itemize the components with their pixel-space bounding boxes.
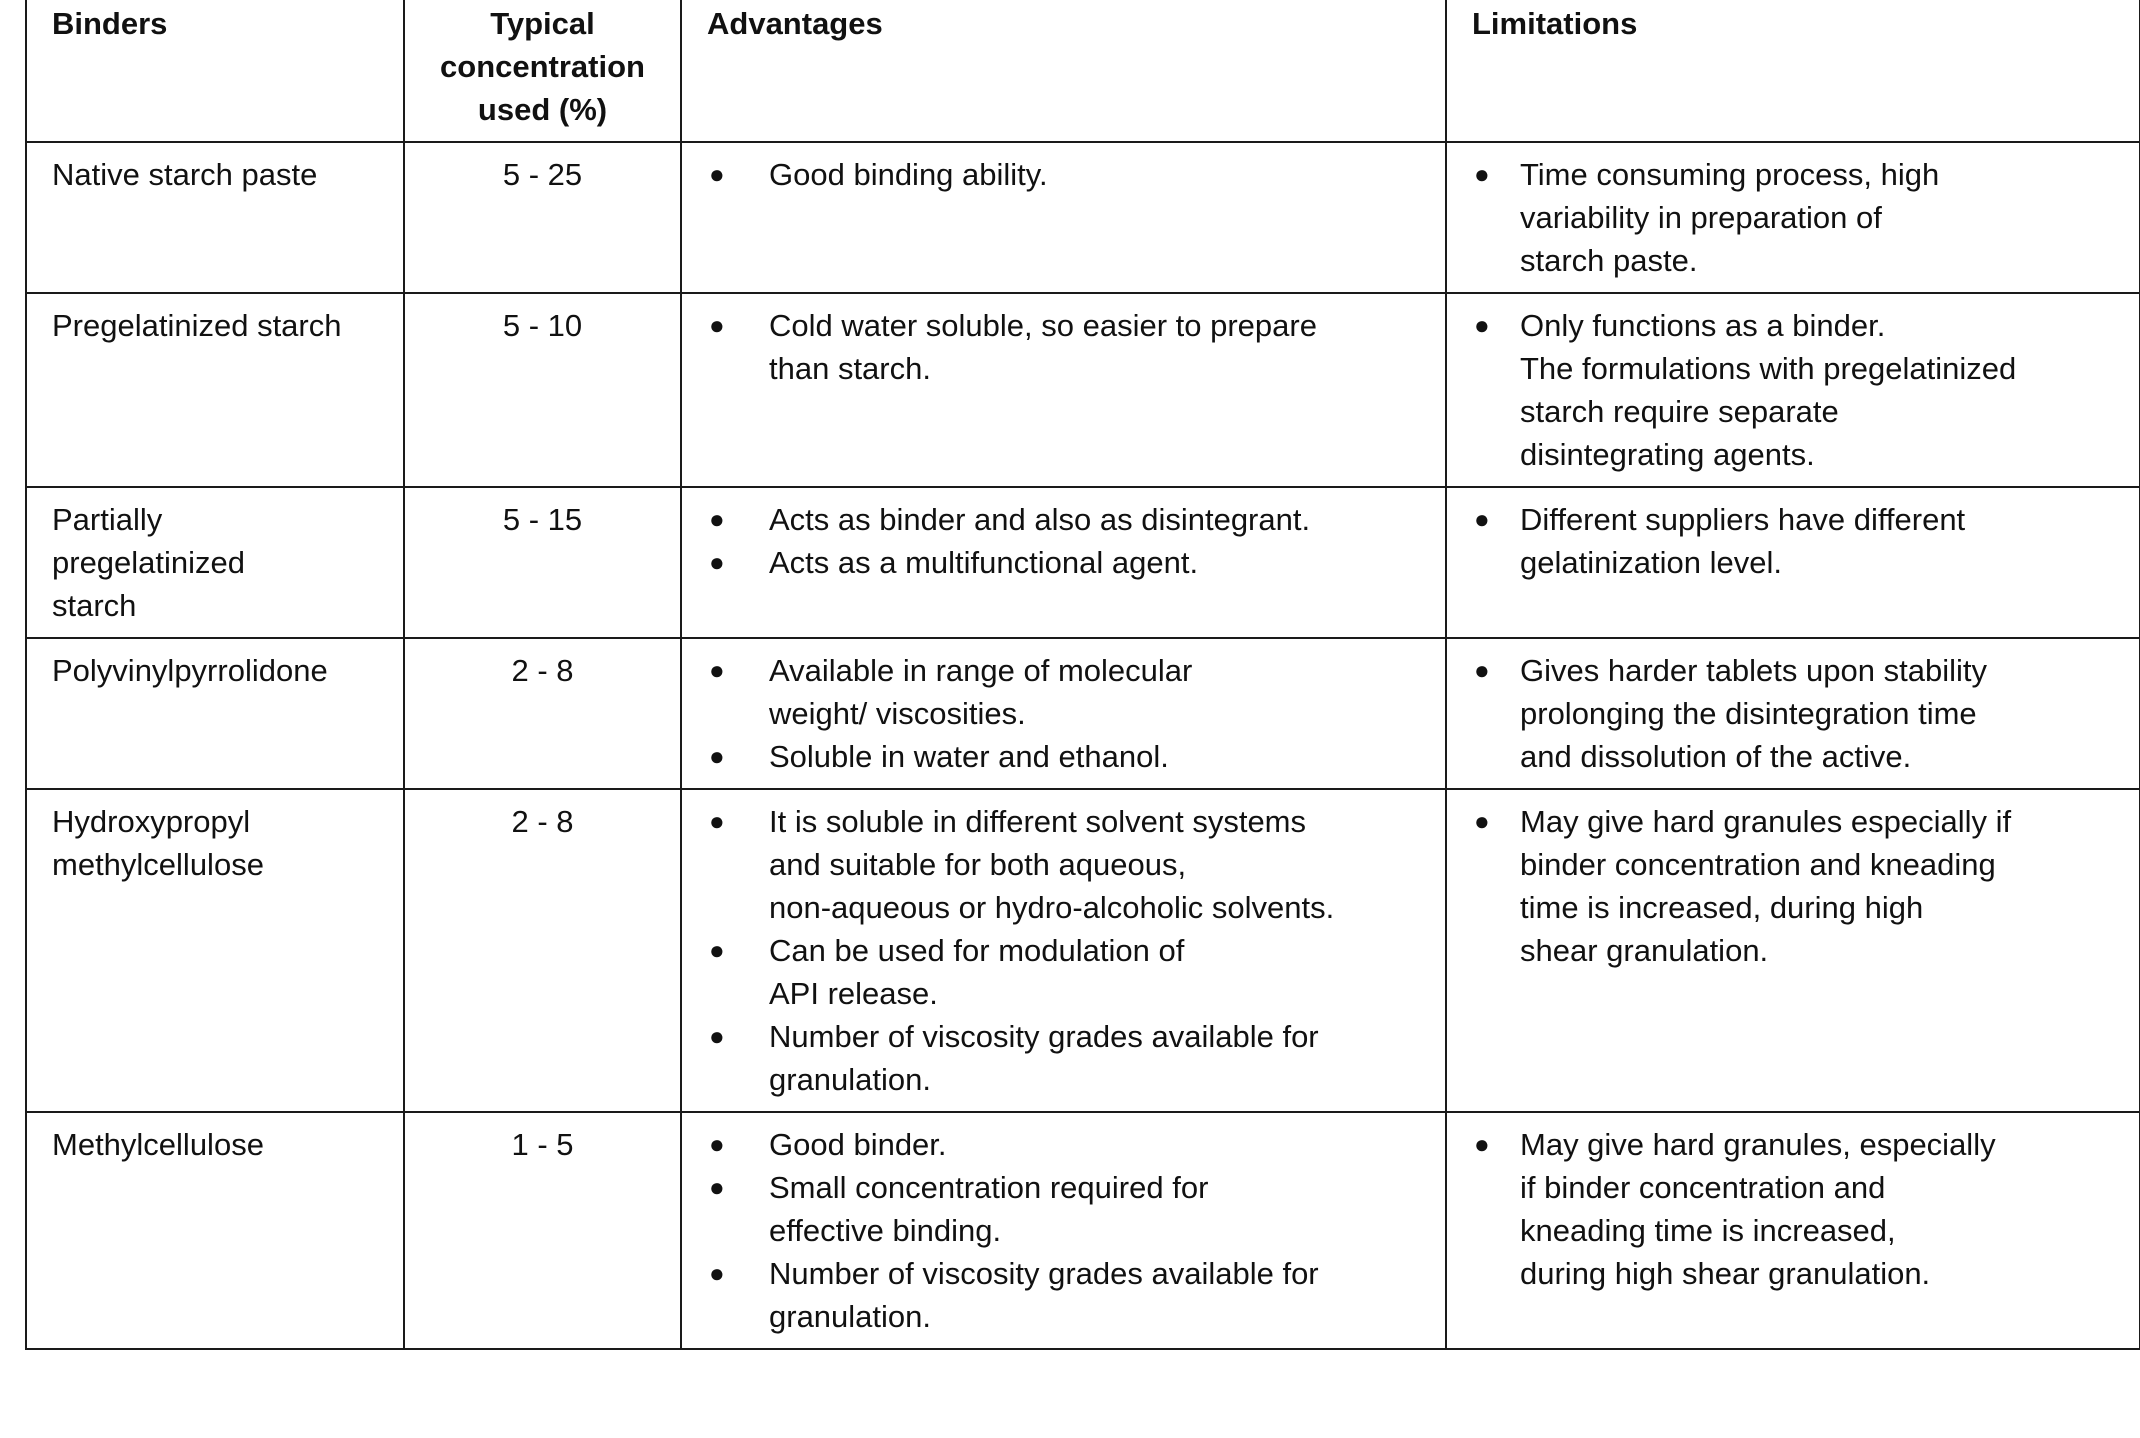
bullet-icon: ●: [1474, 310, 1490, 340]
advantages-cell-list: [707, 304, 1420, 390]
binder-cell: [26, 487, 404, 638]
limitation-item: [1472, 304, 2114, 476]
bullet-icon: ●: [709, 547, 725, 577]
limitation-item-text: Different suppliers have different gelatinization level.: [1520, 502, 1966, 580]
limitations-cell: [1446, 487, 2140, 638]
limitation-item: [1472, 498, 2114, 584]
limitation-item: [1472, 1123, 2114, 1295]
advantage-item-text: Cold water soluble, so easier to prepare than starch.: [769, 308, 1317, 386]
limitation-item-text: May give hard granules especially if binder concentration and kneading time is increased, during high shear granulation.: [1520, 804, 2012, 968]
bullet-icon: ●: [1474, 1129, 1490, 1159]
header-concentration: Typical concentration used (%): [404, 0, 681, 142]
bullet-icon: ●: [1474, 504, 1490, 534]
concentration-cell: [404, 1112, 681, 1349]
table-row: [26, 142, 2140, 293]
advantages-cell: [681, 487, 1446, 638]
table-row: [26, 293, 2140, 487]
bullet-icon: ●: [709, 1172, 725, 1202]
advantage-item: [707, 304, 1420, 390]
advantage-item-text: Number of viscosity grades available for granulation.: [769, 1019, 1319, 1097]
binder-name: Hydroxypropyl methylcellulose: [52, 804, 264, 882]
concentration-value: 2 - 8: [511, 653, 574, 688]
advantage-item: [707, 153, 1420, 196]
limitation-item: [1472, 153, 2114, 282]
bullet-icon: ●: [1474, 159, 1490, 189]
concentration-value: 5 - 15: [502, 502, 583, 537]
limitation-item-text: May give hard granules, especially if binder concentration and kneading time is increased, during high shear granulation.: [1520, 1127, 1996, 1291]
concentration-value: 1 - 5: [511, 1127, 574, 1162]
concentration-cell: [404, 638, 681, 789]
advantage-item-text: Good binder.: [769, 1127, 947, 1162]
advantage-item: [707, 1166, 1420, 1252]
limitations-cell: [1446, 1112, 2140, 1349]
limitations-cell-list: [1472, 498, 2114, 584]
advantage-item-text: It is soluble in different solvent systems and suitable for both aqueous, non-aqueous or hydro-alcoholic solvents.: [769, 804, 1335, 925]
limitations-cell-list: [1472, 649, 2114, 778]
limitations-cell: [1446, 638, 2140, 789]
limitations-cell-list: [1472, 304, 2114, 476]
limitations-cell: [1446, 789, 2140, 1112]
limitation-item: [1472, 649, 2114, 778]
concentration-value: 5 - 25: [502, 157, 583, 192]
binder-cell: [26, 293, 404, 487]
advantage-item: [707, 649, 1420, 735]
header-advantages: Advantages: [681, 0, 1446, 142]
advantages-cell: [681, 1112, 1446, 1349]
limitation-item-text: Only functions as a binder. The formulations with pregelatinized starch require separate disintegrating agents.: [1520, 308, 2017, 472]
bullet-icon: ●: [709, 1258, 725, 1288]
advantages-cell: [681, 789, 1446, 1112]
limitations-cell-list: [1472, 1123, 2114, 1295]
header-row: [26, 0, 2140, 142]
header-limitations: Limitations: [1446, 0, 2140, 142]
binder-name: Methylcellulose: [52, 1127, 264, 1162]
limitations-cell: [1446, 142, 2140, 293]
bullet-icon: ●: [709, 806, 725, 836]
advantage-item: [707, 1252, 1420, 1338]
bullet-icon: ●: [709, 655, 725, 685]
bullet-icon: ●: [709, 1129, 725, 1159]
advantage-item-text: Available in range of molecular weight/ viscosities.: [769, 653, 1193, 731]
advantages-cell: [681, 638, 1446, 789]
limitation-item-text: Gives harder tablets upon stability prolonging the disintegration time and dissolution of the active.: [1520, 653, 1987, 774]
binder-cell: [26, 638, 404, 789]
advantage-item: [707, 1123, 1420, 1166]
advantage-item: [707, 929, 1420, 1015]
advantage-item-text: Can be used for modulation of API release.: [769, 933, 1185, 1011]
binder-cell: [26, 789, 404, 1112]
limitations-cell-list: [1472, 800, 2114, 972]
advantage-item: [707, 800, 1420, 929]
bullet-icon: ●: [709, 935, 725, 965]
advantages-cell-list: [707, 800, 1420, 1101]
bullet-icon: ●: [1474, 655, 1490, 685]
advantage-item: [707, 541, 1420, 584]
advantages-cell-list: [707, 498, 1420, 584]
header-binders: Binders: [26, 0, 404, 142]
binder-name: Polyvinylpyrrolidone: [52, 653, 328, 688]
advantages-cell: [681, 293, 1446, 487]
limitation-item: [1472, 800, 2114, 972]
bullet-icon: ●: [709, 159, 725, 189]
binder-name: Partially pregelatinized starch: [52, 502, 246, 623]
limitation-item-text: Time consuming process, high variability in preparation of starch paste.: [1520, 157, 1940, 278]
bullet-icon: ●: [709, 741, 725, 771]
concentration-cell: [404, 487, 681, 638]
advantage-item-text: Acts as a multifunctional agent.: [769, 545, 1199, 580]
concentration-cell: [404, 293, 681, 487]
advantage-item-text: Acts as binder and also as disintegrant.: [769, 502, 1311, 537]
advantage-item-text: Good binding ability.: [769, 157, 1048, 192]
concentration-cell: [404, 789, 681, 1112]
binder-cell: [26, 142, 404, 293]
advantage-item-text: Soluble in water and ethanol.: [769, 739, 1169, 774]
binder-name: Native starch paste: [52, 157, 318, 192]
advantages-cell-list: [707, 649, 1420, 778]
limitations-cell: [1446, 293, 2140, 487]
binders-table: [25, 0, 2140, 1350]
advantage-item-text: Number of viscosity grades available for granulation.: [769, 1256, 1319, 1334]
advantages-cell: [681, 142, 1446, 293]
advantages-cell-list: [707, 1123, 1420, 1338]
binder-name: Pregelatinized starch: [52, 308, 342, 343]
table-row: [26, 789, 2140, 1112]
concentration-value: 5 - 10: [502, 308, 583, 343]
concentration-cell: [404, 142, 681, 293]
advantage-item: [707, 498, 1420, 541]
concentration-value: 2 - 8: [511, 804, 574, 839]
advantages-cell-list: [707, 153, 1420, 196]
table-row: [26, 1112, 2140, 1349]
bullet-icon: ●: [709, 310, 725, 340]
advantage-item-text: Small concentration required for effective binding.: [769, 1170, 1209, 1248]
binder-cell: [26, 1112, 404, 1349]
table-row: [26, 487, 2140, 638]
table-body: [26, 142, 2140, 1349]
bullet-icon: ●: [1474, 806, 1490, 836]
advantage-item: [707, 735, 1420, 778]
table-row: [26, 638, 2140, 789]
limitations-cell-list: [1472, 153, 2114, 282]
bullet-icon: ●: [709, 1021, 725, 1051]
bullet-icon: ●: [709, 504, 725, 534]
advantage-item: [707, 1015, 1420, 1101]
